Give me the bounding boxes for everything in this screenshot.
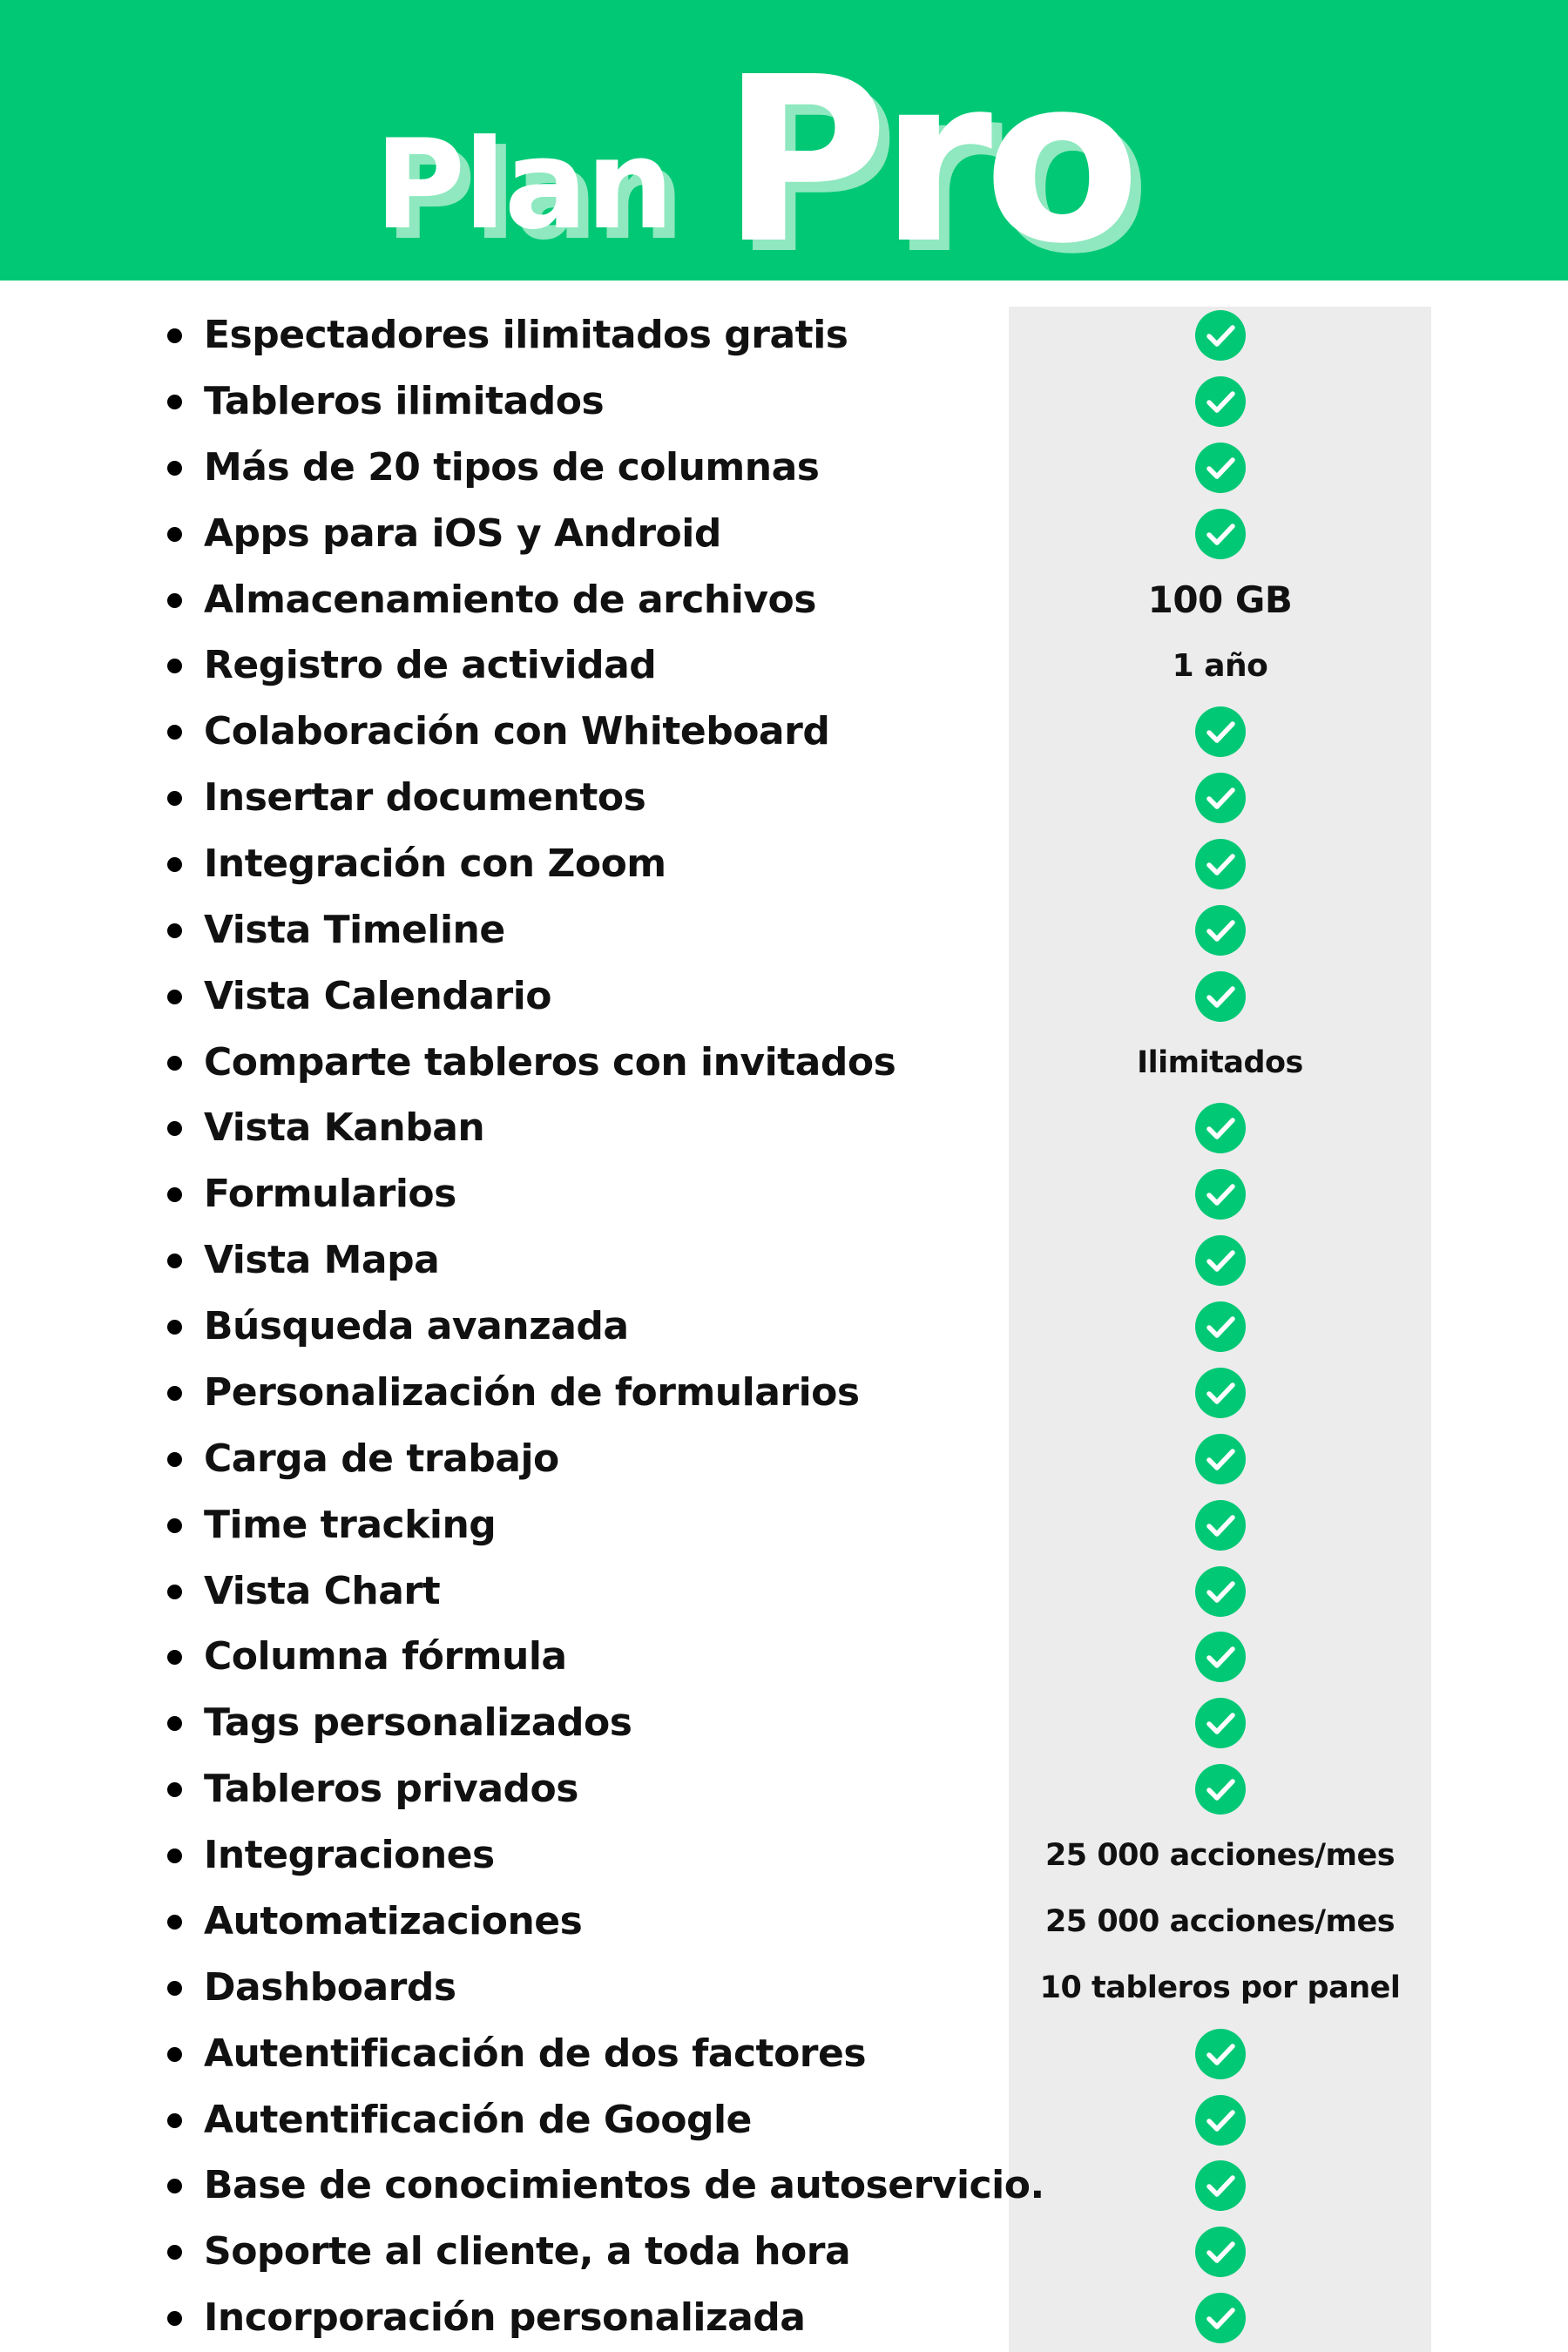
- bullet-point: [167, 2113, 182, 2128]
- check-circle-icon: [1195, 1301, 1246, 1352]
- feature-row: [0, 1558, 1568, 1625]
- bullet-point: [167, 659, 182, 673]
- check-circle-icon: [1195, 971, 1246, 1022]
- feature-row: [0, 1095, 1568, 1161]
- bullet-point: [167, 2179, 182, 2193]
- feature-value: [1009, 1161, 1431, 1227]
- bullet-point: [167, 725, 182, 740]
- feature-row: [0, 699, 1568, 765]
- feature-value: [1009, 2021, 1431, 2087]
- bullet-point: [167, 923, 182, 938]
- feature-row: [0, 368, 1568, 435]
- bullet-point: [167, 1650, 182, 1665]
- feature-value-text: 10 tableros por panel: [1039, 1970, 1401, 2005]
- feature-value: [1009, 1227, 1431, 1294]
- feature-label: Automatizaciones: [204, 1898, 583, 1943]
- check-circle-icon: [1195, 1632, 1246, 1682]
- feature-value-text: 100 GB: [1147, 578, 1293, 621]
- feature-value: [1009, 1558, 1431, 1625]
- feature-row: [0, 1889, 1568, 1955]
- feature-value: [1009, 1492, 1431, 1558]
- feature-row: [0, 2021, 1568, 2087]
- check-circle-icon: [1195, 2160, 1246, 2211]
- feature-value: [1009, 1889, 1431, 1955]
- feature-value: [1009, 1955, 1431, 2021]
- feature-value: [1009, 435, 1431, 501]
- feature-label: Autentificación de dos factores: [204, 2031, 867, 2076]
- feature-row: [0, 897, 1568, 963]
- bullet-point: [167, 1716, 182, 1731]
- bullet-point: [167, 527, 182, 542]
- feature-row: [0, 963, 1568, 1030]
- feature-label: Tableros privados: [204, 1767, 578, 1812]
- bullet-point: [167, 1981, 182, 1996]
- check-circle-icon: [1195, 1434, 1246, 1484]
- feature-value: [1009, 1426, 1431, 1492]
- feature-value-text: 25 000 acciones/mes: [1044, 1903, 1396, 1939]
- feature-value: [1009, 1030, 1431, 1096]
- feature-row: [0, 1756, 1568, 1822]
- feature-value-text: 25 000 acciones/mes: [1044, 1838, 1396, 1873]
- feature-label: Tags personalizados: [204, 1700, 632, 1746]
- feature-label: Incorporación personalizada: [204, 2295, 806, 2341]
- feature-row: [0, 1426, 1568, 1492]
- feature-label: Integraciones: [204, 1833, 495, 1877]
- feature-label: Búsqueda avanzada: [204, 1304, 629, 1349]
- bullet-point: [167, 395, 182, 409]
- feature-value: [1009, 302, 1431, 368]
- check-circle-icon: [1195, 1500, 1246, 1551]
- feature-value: [1009, 1360, 1431, 1426]
- feature-row: [0, 302, 1568, 368]
- bullet-point: [167, 2311, 182, 2326]
- feature-label: Formularios: [204, 1172, 456, 1217]
- feature-row: [0, 2153, 1568, 2219]
- feature-label: Apps para iOS y Android: [204, 510, 721, 556]
- check-circle-icon: [1195, 1103, 1246, 1153]
- check-circle-icon: [1195, 310, 1246, 361]
- check-circle-icon: [1195, 1764, 1246, 1815]
- feature-value: [1009, 1822, 1431, 1889]
- feature-row: [0, 501, 1568, 567]
- check-circle-icon: [1195, 376, 1246, 427]
- feature-row: [0, 2087, 1568, 2153]
- feature-row: [0, 1624, 1568, 1690]
- check-circle-icon: [1195, 509, 1246, 559]
- bullet-point: [167, 1320, 182, 1335]
- feature-value: [1009, 963, 1431, 1030]
- feature-label: Almacenamiento de archivos: [204, 577, 816, 622]
- feature-label: Columna fórmula: [204, 1634, 567, 1680]
- feature-label: Autentificación de Google: [204, 2097, 752, 2142]
- feature-value-text: 1 año: [1172, 647, 1268, 684]
- feature-value: [1009, 897, 1431, 963]
- feature-value: [1009, 2285, 1431, 2351]
- feature-row: [0, 435, 1568, 501]
- bullet-point: [167, 1254, 182, 1268]
- bullet-point: [167, 1386, 182, 1401]
- feature-row: [0, 1030, 1568, 1096]
- check-circle-icon: [1195, 1235, 1246, 1286]
- feature-row: [0, 1360, 1568, 1426]
- check-circle-icon: [1195, 2293, 1246, 2343]
- feature-label: Base de conocimientos de autoservicio.: [204, 2163, 1044, 2208]
- bullet-point: [167, 593, 182, 608]
- check-circle-icon: [1195, 905, 1246, 956]
- bullet-point: [167, 1452, 182, 1467]
- feature-label: Tableros ilimitados: [204, 378, 605, 423]
- feature-row: [0, 1161, 1568, 1227]
- feature-label: Vista Kanban: [204, 1105, 485, 1151]
- check-circle-icon: [1195, 2227, 1246, 2277]
- feature-value: [1009, 1756, 1431, 1822]
- check-circle-icon: [1195, 2095, 1246, 2146]
- feature-value: [1009, 765, 1431, 831]
- check-circle-icon: [1195, 1368, 1246, 1418]
- feature-row: [0, 632, 1568, 699]
- feature-value: [1009, 567, 1431, 633]
- bullet-point: [167, 461, 182, 476]
- feature-row: [0, 831, 1568, 897]
- bullet-point: [167, 1915, 182, 1930]
- feature-label: Soporte al cliente, a toda hora: [204, 2229, 851, 2274]
- bullet-point: [167, 1056, 182, 1071]
- check-circle-icon: [1195, 839, 1246, 889]
- check-circle-icon: [1195, 706, 1246, 757]
- bullet-point: [167, 791, 182, 806]
- feature-value: [1009, 831, 1431, 897]
- title-pro-word: Pro: [721, 28, 1132, 294]
- feature-label: Insertar documentos: [204, 775, 646, 821]
- feature-label: Espectadores ilimitados gratis: [204, 313, 848, 357]
- check-circle-icon: [1195, 1698, 1246, 1748]
- feature-row: [0, 1294, 1568, 1360]
- feature-label: Vista Timeline: [204, 907, 505, 952]
- bullet-point: [167, 1848, 182, 1863]
- feature-label: Registro de actividad: [204, 643, 657, 688]
- feature-value: [1009, 1624, 1431, 1690]
- feature-value: [1009, 699, 1431, 765]
- feature-row: [0, 2219, 1568, 2285]
- feature-label: Integración con Zoom: [204, 841, 666, 886]
- feature-value: [1009, 1690, 1431, 1756]
- check-circle-icon: [1195, 773, 1246, 823]
- feature-value: [1009, 2153, 1431, 2219]
- bullet-point: [167, 2047, 182, 2062]
- check-circle-icon: [1195, 2029, 1246, 2079]
- feature-value: [1009, 2219, 1431, 2285]
- feature-label: Carga de trabajo: [204, 1436, 559, 1481]
- feature-value-text: Ilimitados: [1137, 1044, 1303, 1080]
- bullet-point: [167, 328, 182, 343]
- feature-label: Vista Chart: [204, 1568, 441, 1613]
- feature-label: Personalización de formularios: [204, 1369, 860, 1415]
- feature-label: Comparte tableros con invitados: [204, 1039, 896, 1085]
- check-circle-icon: [1195, 443, 1246, 493]
- feature-value: [1009, 1095, 1431, 1161]
- feature-row: [0, 1822, 1568, 1889]
- feature-row: [0, 567, 1568, 633]
- feature-label: Dashboards: [204, 1964, 456, 2010]
- title-plan-word: Plan: [375, 113, 672, 257]
- feature-value: [1009, 501, 1431, 567]
- feature-value: [1009, 368, 1431, 435]
- feature-row: [0, 1227, 1568, 1294]
- feature-value: [1009, 2087, 1431, 2153]
- check-circle-icon: [1195, 1169, 1246, 1220]
- feature-label: Vista Calendario: [204, 973, 552, 1018]
- bullet-point: [167, 2245, 182, 2260]
- feature-row: [0, 2285, 1568, 2351]
- feature-label: Time tracking: [204, 1502, 497, 1547]
- bullet-point: [167, 1121, 182, 1136]
- bullet-point: [167, 1782, 182, 1797]
- bullet-point: [167, 1187, 182, 1202]
- feature-row: [0, 765, 1568, 831]
- feature-value: [1009, 632, 1431, 699]
- feature-value: [1009, 1294, 1431, 1360]
- bullet-point: [167, 1585, 182, 1599]
- bullet-point: [167, 857, 182, 872]
- bullet-point: [167, 990, 182, 1004]
- feature-row: [0, 1955, 1568, 2021]
- feature-label: Colaboración con Whiteboard: [204, 709, 830, 754]
- check-circle-icon: [1195, 1566, 1246, 1617]
- feature-row: [0, 1492, 1568, 1558]
- bullet-point: [167, 1518, 182, 1533]
- feature-label: Vista Mapa: [204, 1238, 440, 1283]
- feature-row: [0, 1690, 1568, 1756]
- feature-label: Más de 20 tipos de columnas: [204, 444, 820, 490]
